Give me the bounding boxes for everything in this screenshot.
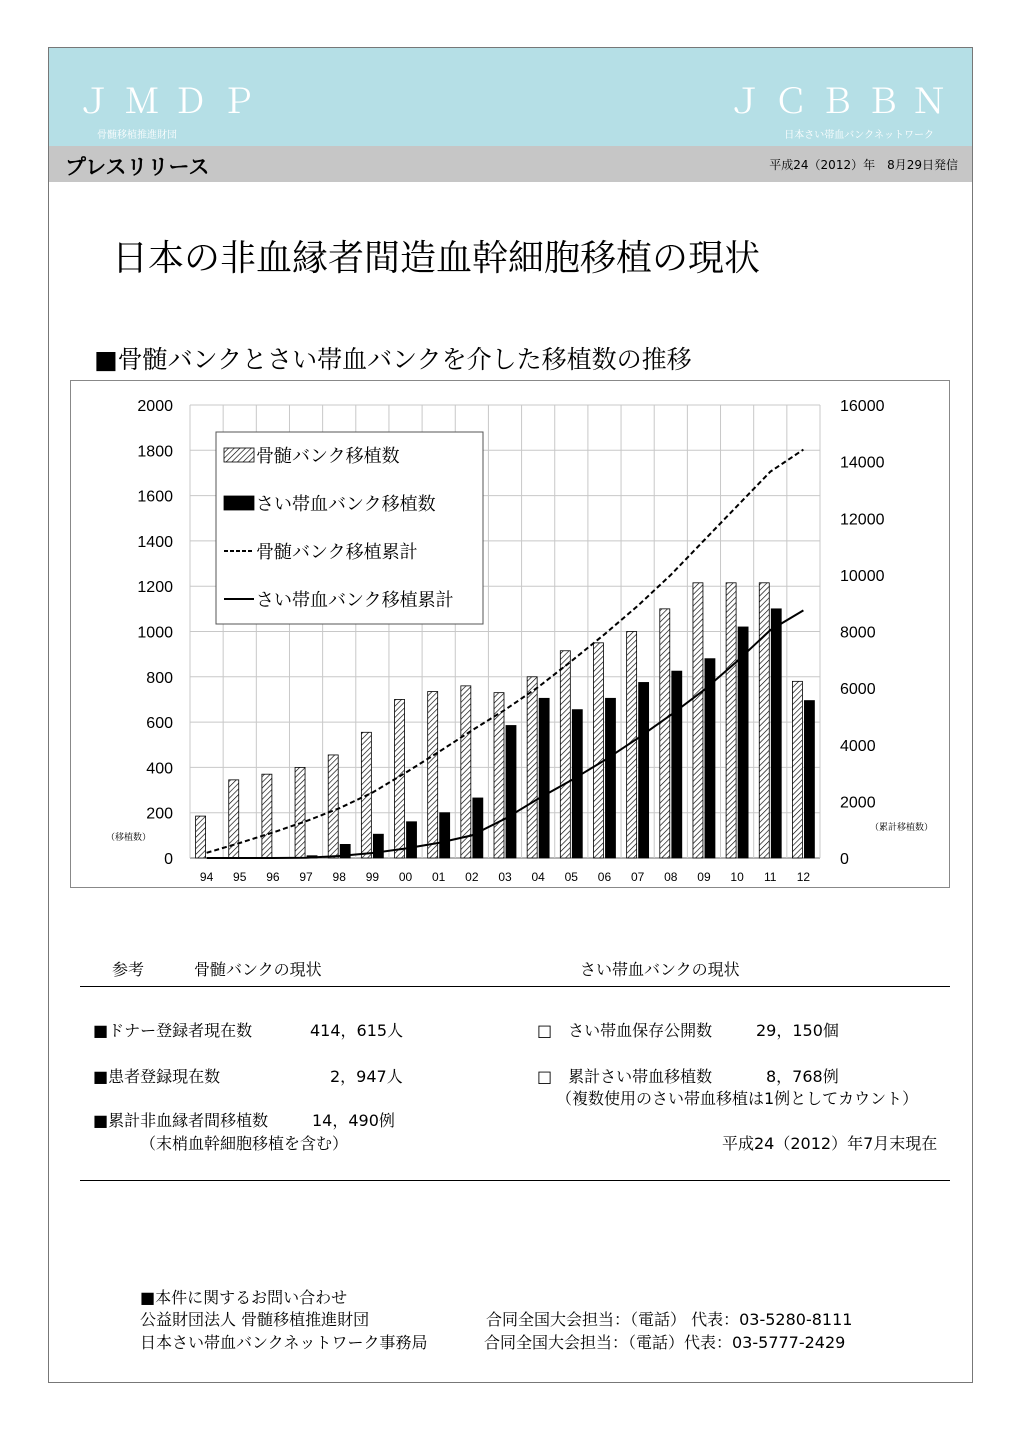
x-tick-label: 00	[398, 870, 413, 884]
patient-count-value: 2，947人	[330, 1067, 403, 1086]
y-left-tick-label: 1400	[137, 533, 173, 551]
cb-status-title: さい帯血バンクの現状	[580, 960, 740, 979]
y-right-tick-label: 14000	[840, 454, 885, 472]
x-tick-label: 10	[730, 870, 744, 884]
jcbbn-logo-text: ＪＣＢＢＮ	[728, 83, 958, 121]
contact-heading: ■本件に関するお問い合わせ	[140, 1288, 348, 1307]
cb-stored-value: 29，150個	[756, 1021, 839, 1040]
legend-swatch	[224, 496, 254, 510]
y-left-tick-label: 800	[146, 669, 173, 687]
bm-bar	[295, 767, 305, 858]
contact-org-jcbbn: 日本さい帯血バンクネットワーク事務局	[140, 1333, 428, 1352]
cb-bar	[473, 798, 483, 858]
y-right-tick-label: 10000	[840, 567, 885, 585]
y-left-tick-label: 1200	[137, 579, 173, 597]
legend-label: 骨髄バンク移植累計	[256, 542, 418, 562]
y-left-tick-label: 400	[146, 760, 173, 778]
y-left-tick-label: 1000	[137, 624, 173, 642]
legend-label: 骨髄バンク移植数	[256, 446, 400, 466]
cb-bar	[672, 671, 682, 858]
x-tick-label: 03	[498, 870, 512, 884]
x-tick-label: 11	[764, 870, 777, 884]
divider-top	[80, 986, 950, 987]
as-of-date: 平成24（2012）年7月末現在	[722, 1134, 938, 1153]
bm-bar	[262, 774, 272, 858]
x-tick-label: 08	[664, 870, 678, 884]
cb-bar	[373, 834, 383, 858]
cb-bar	[771, 609, 781, 858]
bm-bar	[428, 692, 438, 858]
x-tick-label: 06	[597, 870, 612, 884]
header-band	[49, 48, 972, 146]
x-tick-label: 99	[365, 870, 380, 884]
cb-total-label: □ 累計さい帯血移植数	[537, 1067, 713, 1086]
divider-bottom	[80, 1180, 950, 1181]
jmdp-subtitle: 骨髄移植推進財団	[97, 130, 177, 141]
bm-bar	[461, 686, 471, 858]
press-date: 平成24（2012）年 8月29日発信	[769, 158, 958, 172]
x-tick-label: 05	[564, 870, 578, 884]
page-title: 日本の非血縁者間造血幹細胞移植の現状	[112, 238, 761, 279]
bm-bar	[726, 583, 736, 858]
jmdp-logo-text: ＪＭＤＰ	[77, 83, 269, 121]
total-transplant-value: 14，490例	[312, 1111, 395, 1130]
donor-count-value: 414，615人	[310, 1021, 404, 1040]
total-transplant-note: （末梢血幹細胞移植を含む）	[140, 1134, 349, 1153]
y-left-tick-label: 2000	[137, 398, 173, 415]
x-tick-label: 07	[630, 870, 645, 884]
contact-org-jmdp: 公益財団法人 骨髄移植推進財団	[140, 1310, 370, 1329]
bm-bar	[527, 677, 537, 858]
y-right-axis-label: （累計移植数）	[870, 822, 934, 832]
y-left-tick-label: 1600	[137, 488, 173, 506]
cb-count-note: （複数使用のさい帯血移植は1例としてカウント）	[556, 1089, 919, 1108]
total-transplant-label: ■累計非血縁者間移植数	[93, 1111, 269, 1130]
y-left-tick-label: 1800	[137, 443, 173, 461]
cb-bar	[738, 627, 748, 858]
cb-bar	[804, 701, 814, 858]
contact-phone-jcbbn: 合同全国大会担当：（電話）代表：03-5777-2429	[484, 1333, 846, 1352]
y-right-tick-label: 16000	[840, 398, 885, 415]
bm-bar	[593, 643, 603, 858]
y-right-tick-label: 6000	[840, 681, 876, 699]
legend-label: さい帯血バンク移植数	[256, 494, 436, 514]
x-tick-label: 97	[299, 870, 313, 884]
bm-bar	[693, 583, 703, 858]
transplant-chart	[70, 380, 950, 888]
cb-bar	[605, 698, 615, 858]
x-tick-label: 02	[465, 870, 479, 884]
cb-bar	[572, 710, 582, 858]
x-tick-label: 94	[199, 870, 214, 884]
x-tick-label: 96	[266, 870, 280, 884]
x-tick-label: 95	[233, 870, 247, 884]
y-right-tick-label: 0	[840, 851, 849, 868]
patient-count-label: ■患者登録現在数	[93, 1067, 221, 1086]
y-left-tick-label: 600	[146, 715, 173, 733]
contact-phone-jmdp: 合同全国大会担当：（電話） 代表：03-5280-8111	[486, 1310, 853, 1329]
cb-bar	[440, 813, 450, 858]
x-tick-label: 98	[332, 870, 346, 884]
bm-bar	[560, 651, 570, 858]
jcbbn-subtitle: 日本さい帯血バンクネットワーク	[784, 130, 934, 141]
reference-label: 参考	[112, 960, 145, 979]
cb-bar	[539, 698, 549, 858]
y-right-tick-label: 2000	[840, 794, 876, 812]
x-tick-label: 01	[432, 870, 446, 884]
press-release-bar	[49, 146, 972, 182]
bm-bar	[759, 583, 769, 858]
cb-bar	[407, 822, 417, 858]
legend-label: さい帯血バンク移植累計	[256, 590, 454, 610]
cb-bar	[506, 725, 516, 858]
bm-bar	[660, 609, 670, 858]
y-right-tick-label: 4000	[840, 737, 876, 755]
donor-count-label: ■ドナー登録者現在数	[93, 1021, 253, 1040]
press-release-label: プレスリリース	[65, 155, 210, 179]
y-left-tick-label: 0	[164, 851, 173, 868]
cb-bar	[639, 682, 649, 858]
cb-stored-label: □ さい帯血保存公開数	[537, 1021, 713, 1040]
chart-heading: ■骨髄バンクとさい帯血バンクを介した移植数の推移	[94, 345, 692, 374]
y-left-tick-label: 200	[146, 805, 173, 823]
x-tick-label: 12	[796, 870, 811, 884]
bm-bar	[494, 693, 504, 858]
cb-total-value: 8，768例	[766, 1067, 839, 1086]
bm-bar	[196, 816, 206, 858]
x-tick-label: 09	[697, 870, 711, 884]
y-left-axis-label: （移植数）	[106, 832, 152, 842]
bm-bar	[328, 755, 338, 858]
y-right-tick-label: 8000	[840, 624, 876, 642]
y-right-tick-label: 12000	[840, 511, 885, 529]
bm-status-title: 骨髄バンクの現状	[194, 960, 322, 979]
legend-swatch	[224, 448, 254, 462]
x-tick-label: 04	[531, 870, 545, 884]
bm-bar	[792, 681, 802, 858]
